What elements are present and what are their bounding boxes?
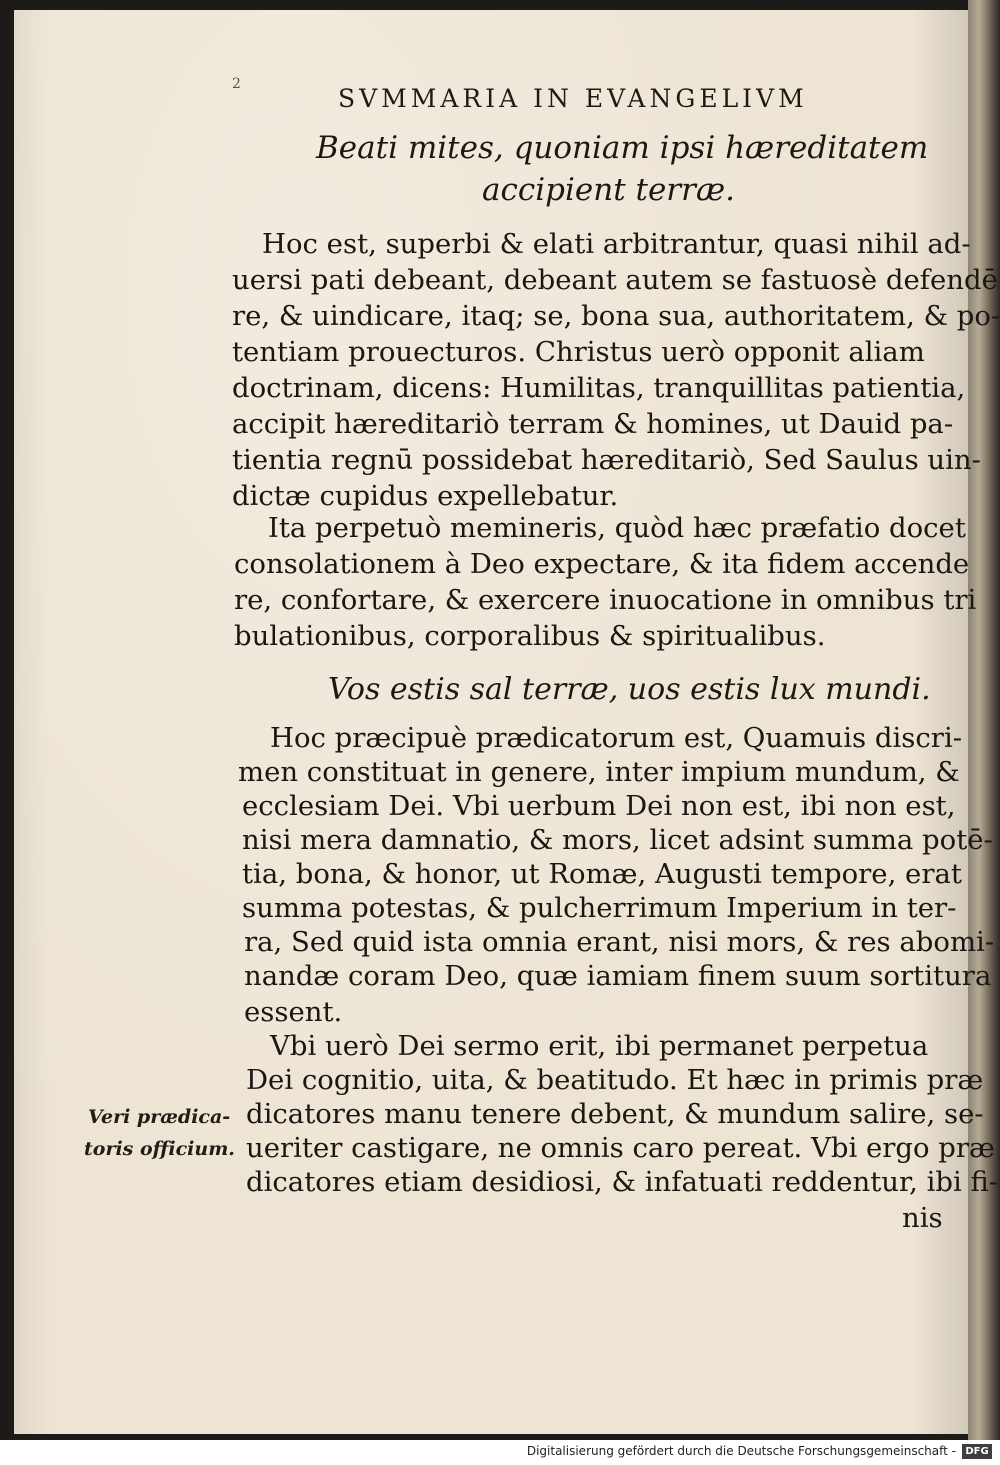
- funding-notice: Digitalisierung gefördert durch die Deutsche Forschungsgemeinschaft -: [526, 1444, 956, 1458]
- paragraph-1-line: doctrinam, dicens: Humilitas, tranquillitas patientia,: [232, 372, 966, 404]
- paragraph-3-line: nandæ coram Deo, quæ iamiam finem suum sortitura: [244, 960, 992, 992]
- marginal-note-line: Veri prædica-: [88, 1106, 231, 1128]
- paragraph-1-line: Hoc est, superbi & elati arbitrantur, quasi nihil ad-: [262, 228, 971, 260]
- dfg-logo: DFG: [962, 1444, 992, 1459]
- paragraph-4-line: dicatores manu tenere debent, & mundum salire, se-: [246, 1098, 984, 1130]
- paragraph-2-line: Ita perpetuò memineris, quòd hæc præfatio docet: [268, 512, 966, 544]
- paragraph-4-line: Dei cognitio, uita, & beatitudo. Et hæc in primis præ: [246, 1064, 984, 1096]
- catchword: nis: [902, 1202, 943, 1234]
- heading-1-line-1: Beati mites, quoniam ipsi hæreditatem: [316, 130, 929, 166]
- paragraph-3-line: Hoc præcipuè prædicatorum est, Quamuis discri-: [270, 722, 963, 754]
- paragraph-1-line: tentiam prouecturos. Christus uerò opponit aliam: [232, 336, 925, 368]
- paragraph-4-line: ueriter castigare, ne omnis caro pereat. Vbi ergo præ: [246, 1132, 995, 1164]
- running-head: SVMMARIA IN EVANGELIVM: [338, 84, 808, 113]
- paragraph-3-line: nisi mera damnatio, & mors, licet adsint summa potē-: [242, 824, 993, 856]
- paragraph-3-line: ra, Sed quid ista omnia erant, nisi mors, & res abomi-: [244, 926, 995, 958]
- paragraph-3-line: tia, bona, & honor, ut Romæ, Augusti tempore, erat: [242, 858, 962, 890]
- paragraph-1-line: dictæ cupidus expellebatur.: [232, 480, 619, 512]
- paragraph-2-line: bulationibus, corporalibus & spiritualibus.: [234, 620, 826, 652]
- folio-mark: 2: [232, 76, 241, 92]
- marginal-note-line: toris officium.: [84, 1138, 235, 1160]
- paragraph-1-line: uersi pati debeant, debeant autem se fastuosè defendē: [232, 264, 998, 296]
- paragraph-4-line: dicatores etiam desidiosi, & infatuati reddentur, ibi fi-: [246, 1166, 999, 1198]
- paragraph-2-line: consolationem à Deo expectare, & ita fidem accende: [234, 548, 970, 580]
- paragraph-3-line: summa potestas, & pulcherrimum Imperium in ter-: [242, 892, 957, 924]
- paragraph-1-line: re, & uindicare, itaq; se, bona sua, authoritatem, & po-: [232, 300, 1000, 332]
- paragraph-3-line: essent.: [244, 996, 343, 1028]
- paragraph-1-line: tientia regnū possidebat hæreditariò, Sed Saulus uin-: [232, 444, 981, 476]
- heading-2: Vos estis sal terræ, uos estis lux mundi.: [328, 672, 931, 707]
- paragraph-3-line: ecclesiam Dei. Vbi uerbum Dei non est, ibi non est,: [242, 790, 956, 822]
- paragraph-4-line: Vbi uerò Dei sermo erit, ibi permanet perpetua: [270, 1030, 929, 1062]
- paragraph-3-line: men constituat in genere, inter impium mundum, &: [238, 756, 960, 788]
- footer-bar: [0, 1440, 1000, 1465]
- paragraph-1-line: accipit hæreditariò terram & homines, ut Dauid pa-: [232, 408, 954, 440]
- heading-1-line-2: accipient terræ.: [482, 172, 735, 208]
- page-edge: [968, 0, 1000, 1440]
- paragraph-2-line: re, confortare, & exercere inuocatione in omnibus tri: [234, 584, 977, 616]
